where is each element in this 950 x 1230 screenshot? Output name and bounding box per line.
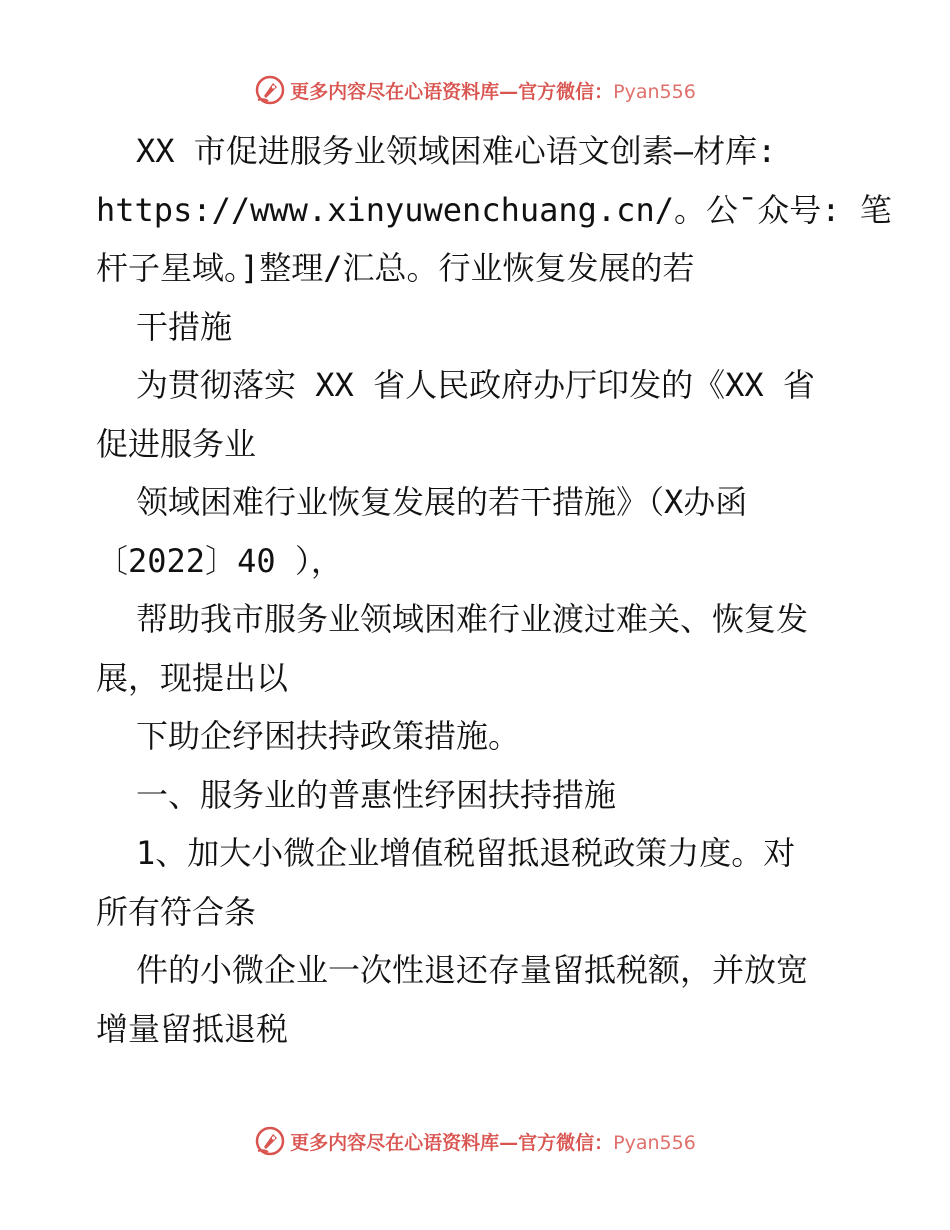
header-banner-brand: Pyan556 (613, 80, 696, 103)
body-line: 增量留抵退税 (96, 1009, 289, 1048)
body-line: 〔2022〕40 ）， (96, 541, 343, 580)
body-line: https://www.xinyuwenchuang.cn/。公¯众号: 笔 (96, 190, 892, 229)
header-banner-text: 更多内容尽在心语资料库—官方微信：Pyan556 (290, 80, 696, 103)
body-line: 干措施 (136, 307, 233, 346)
body-line: 下助企纾困扶持政策措施。 (136, 717, 521, 755)
section-heading: 一、服务业的普惠性纾困扶持措施 (136, 775, 617, 814)
document-body (96, 122, 892, 1058)
body-line: 为贯彻落实 XX 省人民政府办厅印发的《XX 省 (136, 366, 815, 404)
body-line: 所有符合条 (96, 892, 257, 931)
body-line: XX 市促进服务业领域困难心语文创素—材库: (136, 132, 777, 170)
header-banner (0, 70, 950, 110)
pen-nib-circle-icon (254, 74, 286, 106)
footer-banner-brand: Pyan556 (613, 1131, 696, 1154)
body-line: 1、加大小微企业增值税留抵退税政策力度。对 (136, 834, 796, 872)
body-line: 促进服务业 (96, 424, 257, 463)
body-line: 帮助我市服务业领域困难行业渡过难关、恢复发 (136, 600, 809, 638)
body-line: 领域困难行业恢复发展的若干措施》（X办函 (136, 483, 748, 521)
body-line: 展，现提出以 (96, 658, 289, 697)
footer-banner-text: 更多内容尽在心语资料库—官方微信：Pyan556 (290, 1131, 696, 1154)
pen-nib-circle-icon (254, 1125, 286, 1157)
body-line: 件的小微企业一次性退还存量留抵税额，并放宽 (136, 951, 809, 989)
footer-banner (0, 1121, 950, 1161)
body-line: 杆子星域。]整理/汇总。行业恢复发展的若 (96, 249, 695, 287)
